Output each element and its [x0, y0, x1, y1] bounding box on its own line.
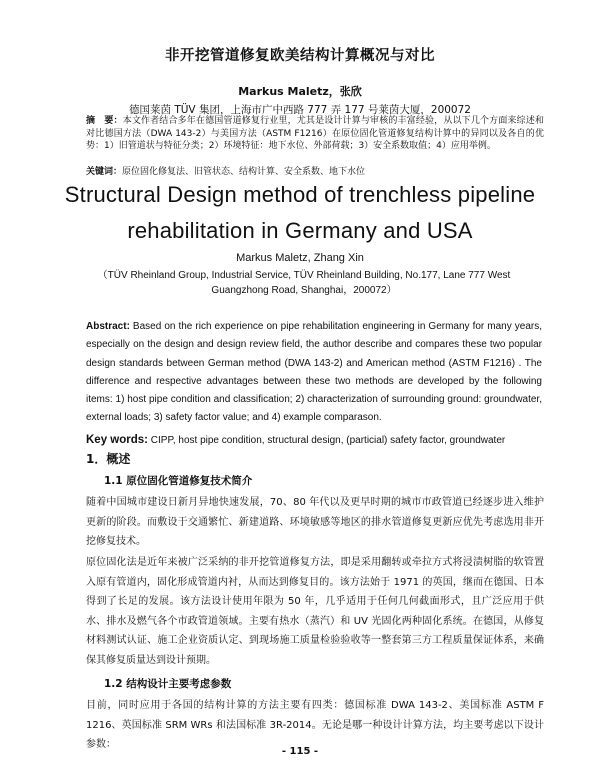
body-paragraph-2: 原位固化法是近年来被广泛采纳的非开挖管道修复方法，即是采用翻转或牵拉方式将浸渍树脂的软管置入原有管道内，固化形成管道内衬，从而达到修复目的。该方法始于 1971 的英国，继而在德国、日本得到了长足的发展。该方法设计使用年限为 50 年，几乎适用于任何几何截面形式，且广泛应用于供水、排水及燃气各个市政管道领域。主要有热水（蒸汽）和 UV 光固化两种固化系统。在德国，从修复材料测试认证、施工企业资质认定、到现场施工质量检验验收等一整套第三方工程质量保证体系，来确保其修复质量达到设计预期。: [86, 557, 544, 666]
english-title-line-2: rehabilitation in Germany and USA: [127, 218, 473, 243]
section-1-1-heading: 1.1 原位固化管道修复技术简介: [104, 475, 253, 487]
chinese-keywords: [86, 166, 544, 179]
page-number: - 115 -: [281, 746, 319, 757]
section-1-2-heading: 1.2 结构设计主要考虑参数: [104, 678, 232, 690]
chinese-keywords-text: 原位固化修复法、旧管状态、结构计算、安全系数、地下水位: [122, 167, 366, 177]
section-1-heading: 1．概述: [86, 452, 131, 466]
chinese-affiliation: 德国莱茵 TÜV 集团，上海市广中西路 777 弄 177 号莱茵大厦，200072: [129, 104, 471, 116]
body-paragraph-3: 目前，同时应用于各国的结构计算的方法主要有四类：德国标准 DWA 143-2、美国标准 ASTM F 1216、英国标准 SRM WRs 和法国标准 3R-2014。无论是哪一种设计计算方法，均主要考虑以下设计参数：: [86, 700, 544, 750]
chinese-abstract-label: 摘 要：: [86, 116, 123, 126]
english-title-line-1: Structural Design method of trenchless pipeline: [64, 182, 536, 207]
english-abstract-text: Based on the rich experience on pipe rehabilitation engineering in Germany for many years, especially on the design and design review field, the author describe and compares these two popular design standards between German method (DWA 143-2) and American method (ASTM F1216) . The difference and respective advantages between these two methods are developed by the following items: 1) host pipe condition and classification; 2) characterization of surrounding ground: groundwater, external loads; 3) safety factor value; and 4) example comparason.: [86, 321, 542, 424]
english-affiliation: （TÜV Rheinland Group, Industrial Service, TÜV Rheinland Building, No.177, Lane 777 West Guangzhong Road, Shanghai，200072）: [97, 270, 511, 296]
chinese-abstract: [86, 115, 544, 153]
english-keywords-label: Key words:: [86, 434, 148, 446]
english-keywords-text: CIPP, host pipe condition, structural design, (particial) safety factor, groundwater: [148, 435, 506, 446]
english-authors: Markus Maletz, Zhang Xin: [236, 252, 364, 264]
chinese-title: 非开挖管道修复欧美结构计算概况与对比: [165, 48, 435, 64]
chinese-authors: Markus Maletz，张欣: [238, 85, 362, 98]
chinese-abstract-text: 本文作者结合多年在德国管道修复行业里，尤其是设计计算与审核的丰富经验，从以下几个方面来综述和对比德国方法（DWA 143-2）与美国方法（ASTM F1216）在原位固化管道修复结构计算中的异同以及各自的优势：1）旧管道状与特征分类；2）环境特征：地下水位、外部荷载；3）安全系数取值；4）应用举例。: [86, 116, 544, 151]
english-abstract: [86, 318, 542, 428]
english-abstract-label: Abstract:: [86, 321, 130, 332]
english-keywords: [86, 434, 542, 446]
chinese-keywords-label: 关键词：: [86, 167, 123, 177]
body-paragraph-1: 随着中国城市建设日新月异地快速发展，70、80 年代以及更早时期的城市市政管道已经逐步进入维护更新的阶段。而敷设于交通繁忙、新建道路、环境敏感等地区的排水管道修复更新应优先考虑选用非开挖修复技术。: [86, 497, 544, 547]
